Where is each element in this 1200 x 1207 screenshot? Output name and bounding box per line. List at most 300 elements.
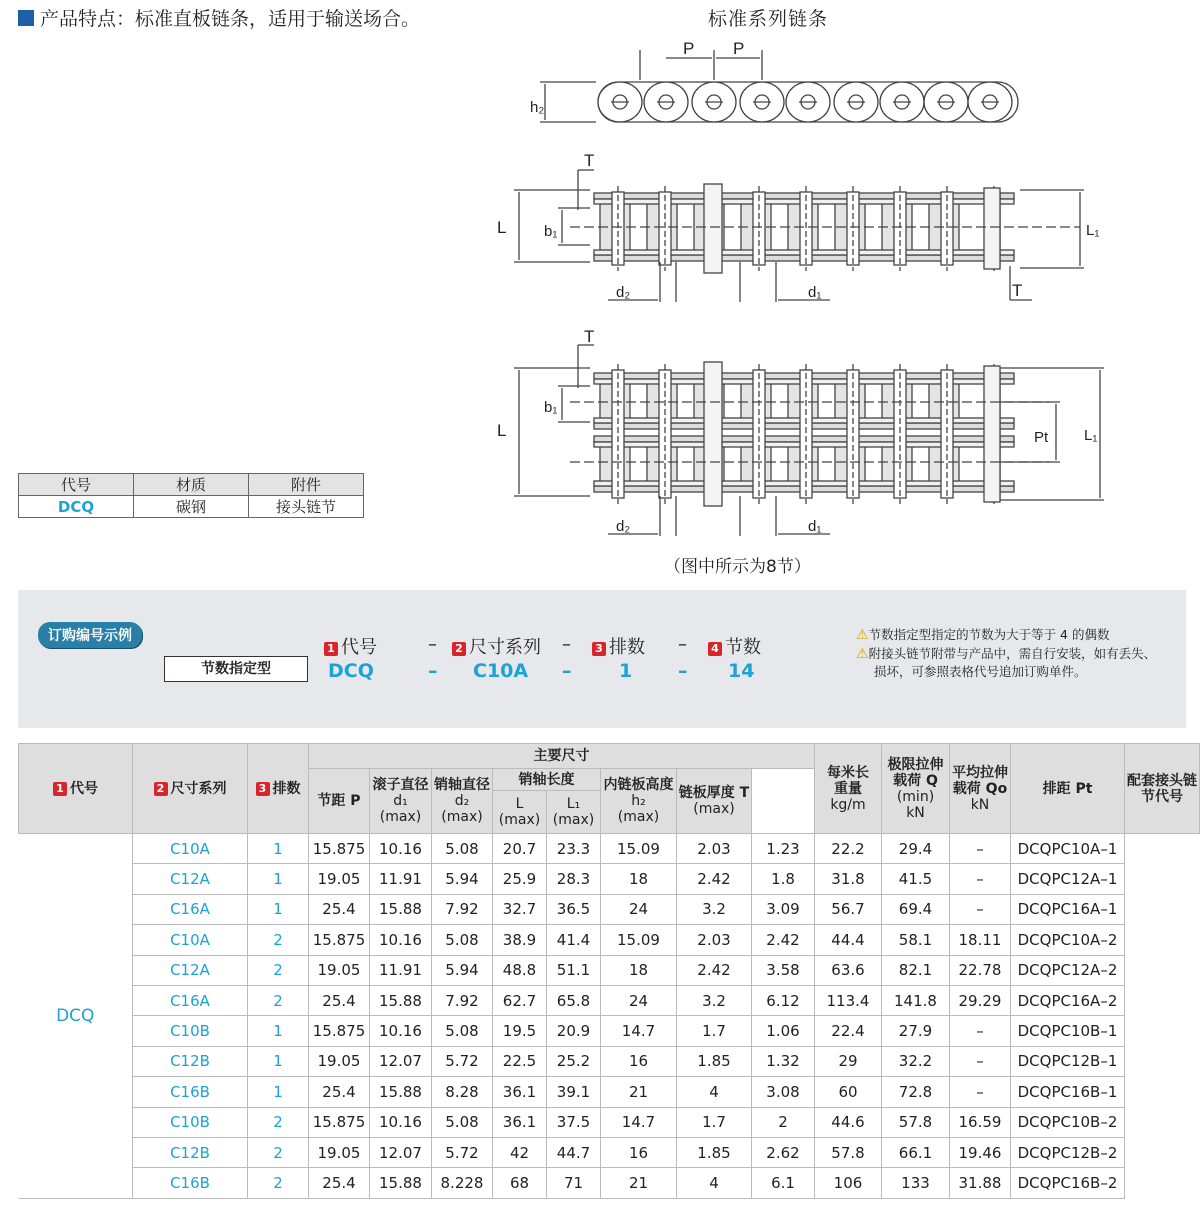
table-cell: –	[950, 1046, 1011, 1076]
note-3: 损坏，可参照表格代号追加订购单件。	[874, 664, 1087, 679]
th-qo	[950, 744, 1011, 834]
table-cell: 7.92	[432, 985, 493, 1015]
th-series-text: 尺寸系列	[170, 780, 227, 797]
table-cell: 15.09	[601, 834, 677, 864]
table-cell: 15.88	[370, 1077, 432, 1107]
info-header-accessory: 附件	[249, 474, 364, 496]
table-cell: 3.2	[677, 985, 752, 1015]
table-cell: 12.07	[370, 1137, 432, 1167]
table-cell: 19.05	[309, 1137, 370, 1167]
pin	[753, 370, 765, 498]
th-pitch: 节距 P	[309, 769, 370, 834]
table-cell: 23.3	[547, 834, 601, 864]
table-cell: 1.23	[752, 834, 815, 864]
table-cell: 15.875	[309, 834, 370, 864]
table-cell: 2	[752, 1107, 815, 1137]
table-cell: 62.7	[493, 985, 547, 1015]
table-cell: 10.16	[370, 834, 432, 864]
table-cell: 20.7	[493, 834, 547, 864]
th-q	[882, 744, 950, 834]
table-cell: 14.7	[601, 1016, 677, 1046]
info-code: DCQ	[19, 496, 134, 518]
table-cell: 4	[677, 1168, 752, 1198]
label-h2: h₂	[530, 99, 545, 116]
num-badge-2: 2	[452, 642, 466, 656]
order-type: 节数指定型	[164, 656, 308, 682]
cell-series: C12B	[133, 1046, 248, 1076]
pin	[847, 370, 859, 498]
table-row	[19, 1168, 1200, 1198]
table-cell: 15.88	[370, 894, 432, 924]
table-cell: 57.8	[815, 1137, 882, 1167]
order-value-dash-2: –	[562, 660, 572, 682]
order-value-dash-1: –	[428, 660, 438, 682]
table-cell: 18.11	[950, 925, 1011, 955]
table-cell: 5.08	[432, 925, 493, 955]
table-cell: 2.42	[752, 925, 815, 955]
order-label-links: 节数	[725, 637, 761, 658]
label-L1-single: L₁	[1086, 222, 1100, 239]
table-cell: 15.88	[370, 985, 432, 1015]
table-cell: 19.46	[950, 1137, 1011, 1167]
th-L1-a: L₁	[566, 796, 581, 812]
table-cell: 29	[815, 1046, 882, 1076]
table-cell: 41.4	[547, 925, 601, 955]
cell-series: C16A	[133, 985, 248, 1015]
cell-rows: 1	[248, 894, 309, 924]
label-T-double: T	[584, 327, 595, 346]
connecting-link	[984, 188, 1000, 269]
connecting-link	[704, 184, 722, 273]
cell-rows: 2	[248, 1107, 309, 1137]
table-cell: 51.1	[547, 955, 601, 985]
cell-rows: 1	[248, 834, 309, 864]
table-cell: 25.9	[493, 864, 547, 894]
table-cell: 15.875	[309, 925, 370, 955]
table-cell: DCQPC16A–2	[1011, 985, 1125, 1015]
order-dash-2: –	[562, 634, 571, 655]
table-cell: 22.5	[493, 1046, 547, 1076]
note-2	[856, 645, 1176, 664]
table-cell: 44.7	[547, 1137, 601, 1167]
table-cell: 16	[601, 1137, 677, 1167]
info-header-material: 材质	[134, 474, 249, 496]
table-cell: 106	[815, 1168, 882, 1198]
cell-rows: 2	[248, 1168, 309, 1198]
cell-series: C16B	[133, 1168, 248, 1198]
table-cell: 2.62	[752, 1137, 815, 1167]
order-dash-3: –	[678, 634, 687, 655]
table-cell: 1.8	[752, 864, 815, 894]
table-cell: 22.2	[815, 834, 882, 864]
table-cell: 10.16	[370, 1016, 432, 1046]
table-cell: 1.7	[677, 1016, 752, 1046]
table-cell: 21	[601, 1077, 677, 1107]
table-cell: 15.09	[601, 925, 677, 955]
num-badge-1: 1	[324, 642, 338, 656]
order-badge: 订购编号示例	[38, 622, 142, 648]
pin	[659, 370, 671, 498]
order-example-panel	[18, 590, 1186, 728]
table-row	[19, 985, 1200, 1015]
table-cell: 16.59	[950, 1107, 1011, 1137]
order-label-code: 代号	[341, 637, 377, 658]
table-cell: 6.12	[752, 985, 815, 1015]
th-qo-a: 平均拉伸	[952, 764, 1008, 781]
th-q-d: kN	[906, 804, 925, 821]
label-b1-single: b₁	[544, 223, 558, 240]
table-row	[19, 834, 1200, 864]
table-cell: 1.32	[752, 1046, 815, 1076]
table-cell: 32.7	[493, 894, 547, 924]
th-h2	[601, 769, 677, 834]
label-d2-double: d₂	[616, 518, 631, 535]
table-cell: 22.78	[950, 955, 1011, 985]
num-badge-th-3: 3	[256, 782, 270, 796]
table-row	[19, 894, 1200, 924]
table-cell: 25.2	[547, 1046, 601, 1076]
table-row	[19, 1077, 1200, 1107]
table-cell: DCQPC10A–2	[1011, 925, 1125, 955]
table-cell: 65.8	[547, 985, 601, 1015]
table-cell: 36.1	[493, 1107, 547, 1137]
cell-rows: 2	[248, 925, 309, 955]
num-badge-th-1: 1	[53, 782, 67, 796]
th-q-b: 载荷 Q	[893, 772, 938, 789]
table-cell: 36.5	[547, 894, 601, 924]
side-view	[530, 39, 1018, 122]
cell-series: C10A	[133, 925, 248, 955]
order-value-code: DCQ	[328, 660, 374, 682]
table-cell: 58.1	[882, 925, 950, 955]
table-cell: 31.88	[950, 1168, 1011, 1198]
table-cell: 3.58	[752, 955, 815, 985]
table-cell: 68	[493, 1168, 547, 1198]
label-L-double: L	[497, 421, 507, 440]
diagram-title: 标准系列链条	[708, 8, 829, 30]
label-Pt: Pt	[1034, 429, 1049, 446]
th-rows	[248, 744, 309, 834]
label-d1-double: d₁	[808, 518, 822, 535]
table-row	[19, 1046, 1200, 1076]
warning-icon: ⚠	[856, 645, 869, 662]
th-d1-a: 滚子直径	[372, 777, 429, 793]
table-cell: DCQPC16B–1	[1011, 1077, 1125, 1107]
warning-icon: ⚠	[856, 627, 869, 643]
table-cell: 38.9	[493, 925, 547, 955]
order-field-links-label	[708, 633, 761, 659]
cell-series: C12A	[133, 864, 248, 894]
pin	[941, 370, 953, 498]
table-row	[19, 955, 1200, 985]
th-L	[493, 791, 547, 834]
table-cell: 19.05	[309, 955, 370, 985]
bullet-square-icon	[18, 10, 34, 26]
connecting-link	[984, 366, 1000, 502]
cell-series: C12B	[133, 1137, 248, 1167]
cell-series: C10B	[133, 1107, 248, 1137]
table-cell: 19.05	[309, 1046, 370, 1076]
order-field-series-label	[452, 633, 541, 659]
table-cell: DCQPC16B–2	[1011, 1168, 1125, 1198]
table-cell: 28.3	[547, 864, 601, 894]
num-badge-4: 4	[708, 642, 722, 656]
cell-rows: 2	[248, 1137, 309, 1167]
label-T-single: T	[584, 151, 595, 170]
table-cell: 3.09	[752, 894, 815, 924]
table-cell: 19.5	[493, 1016, 547, 1046]
table-cell: –	[950, 1016, 1011, 1046]
table-cell: 25.4	[309, 985, 370, 1015]
num-badge-3: 3	[592, 642, 606, 656]
th-pinlen: 销轴长度	[493, 769, 601, 791]
diagram-note: （图中所示为8节）	[664, 557, 811, 577]
table-cell: DCQPC12B–1	[1011, 1046, 1125, 1076]
th-weight-c: kg/m	[830, 796, 866, 813]
table-cell: 48.8	[493, 955, 547, 985]
cell-rows: 1	[248, 1077, 309, 1107]
th-d1-c: (max)	[379, 809, 422, 825]
cell-rows: 1	[248, 864, 309, 894]
table-cell: 66.1	[882, 1137, 950, 1167]
th-q-a: 极限拉伸	[887, 756, 944, 773]
table-cell: 18	[601, 864, 677, 894]
spec-table	[18, 743, 1200, 1199]
table-cell: 21	[601, 1168, 677, 1198]
th-series	[133, 744, 248, 834]
table-cell: 12.07	[370, 1046, 432, 1076]
table-cell: –	[950, 894, 1011, 924]
table-cell: DCQPC12A–2	[1011, 955, 1125, 985]
order-value-series: C10A	[473, 660, 529, 682]
table-cell: –	[950, 1077, 1011, 1107]
table-cell: DCQPC12B–2	[1011, 1137, 1125, 1167]
table-cell: 29.4	[882, 834, 950, 864]
table-cell: 5.94	[432, 864, 493, 894]
table-cell: DCQPC10B–2	[1011, 1107, 1125, 1137]
th-rows-text: 排数	[272, 780, 301, 797]
pin	[800, 370, 812, 498]
table-cell: 5.08	[432, 834, 493, 864]
th-L1	[547, 791, 601, 834]
table-cell: –	[950, 834, 1011, 864]
table-cell: 8.28	[432, 1077, 493, 1107]
order-value-rows: 1	[619, 660, 633, 682]
label-b1-double: b₁	[544, 399, 558, 416]
cell-series: C16A	[133, 894, 248, 924]
table-cell: 2.03	[677, 925, 752, 955]
th-T	[677, 769, 752, 834]
table-cell: 82.1	[882, 955, 950, 985]
th-code	[19, 744, 133, 834]
th-d1-b: d₁	[393, 793, 408, 809]
order-notes	[856, 626, 1176, 681]
table-cell: 25.4	[309, 1168, 370, 1198]
th-main: 主要尺寸	[309, 744, 815, 769]
table-cell: 8.228	[432, 1168, 493, 1198]
table-cell: 37.5	[547, 1107, 601, 1137]
top-view-single	[497, 151, 1099, 302]
th-weight	[815, 744, 882, 834]
th-d2-a: 销轴直径	[434, 777, 490, 793]
label-p1: P	[683, 39, 695, 58]
table-cell: 6.1	[752, 1168, 815, 1198]
label-L1-double: L₁	[1084, 427, 1098, 444]
table-row	[19, 1107, 1200, 1137]
table-cell: 71	[547, 1168, 601, 1198]
note-1-text: 节数指定型指定的节数为大于等于 4 的偶数	[868, 627, 1110, 642]
connecting-link	[704, 362, 722, 506]
table-cell: DCQPC12A–1	[1011, 864, 1125, 894]
th-code-text: 代号	[70, 780, 98, 797]
table-cell: 57.8	[882, 1107, 950, 1137]
label-T-single-right: T	[1012, 281, 1023, 300]
cell-series: C16B	[133, 1077, 248, 1107]
table-cell: 44.6	[815, 1107, 882, 1137]
table-cell: 42	[493, 1137, 547, 1167]
table-cell: 1.85	[677, 1046, 752, 1076]
th-L-b: (max)	[498, 812, 541, 828]
table-cell: 29.29	[950, 985, 1011, 1015]
table-cell: 5.72	[432, 1137, 493, 1167]
table-cell: 18	[601, 955, 677, 985]
table-cell: 3.2	[677, 894, 752, 924]
table-cell: 1.06	[752, 1016, 815, 1046]
order-label-rows: 排数	[609, 637, 645, 658]
table-cell: 3.08	[752, 1077, 815, 1107]
table-cell: DCQPC10B–1	[1011, 1016, 1125, 1046]
table-cell: 11.91	[370, 864, 432, 894]
table-cell: 11.91	[370, 955, 432, 985]
table-cell: 10.16	[370, 1107, 432, 1137]
cell-rows: 2	[248, 985, 309, 1015]
th-h2-b: h₂	[631, 793, 646, 809]
table-cell: 5.72	[432, 1046, 493, 1076]
info-table	[18, 473, 364, 518]
table-cell: DCQPC10A–1	[1011, 834, 1125, 864]
table-cell: 5.08	[432, 1107, 493, 1137]
th-d2-b: d₂	[454, 793, 470, 809]
table-cell: 20.9	[547, 1016, 601, 1046]
th-qo-c: kN	[970, 796, 990, 813]
th-T-b: (max)	[693, 801, 735, 817]
label-p2: P	[733, 39, 745, 58]
top-view-double	[497, 327, 1104, 536]
table-cell: –	[950, 864, 1011, 894]
table-cell: 69.4	[882, 894, 950, 924]
table-cell: 72.8	[882, 1077, 950, 1107]
table-cell: 1.85	[677, 1137, 752, 1167]
table-row	[19, 1137, 1200, 1167]
th-d2	[432, 769, 493, 834]
row-code: DCQ	[19, 834, 133, 1199]
chain-diagram	[490, 30, 1110, 550]
th-d2-c: (max)	[441, 809, 483, 825]
th-weight-a: 每米长	[827, 764, 869, 781]
table-cell: 44.4	[815, 925, 882, 955]
feature-text: 产品特点：标准直板链条，适用于输送场合。	[40, 8, 421, 30]
info-accessory: 接头链节	[249, 496, 364, 518]
label-d1-single: d₁	[808, 284, 822, 301]
table-cell: 19.05	[309, 864, 370, 894]
feature-line	[18, 4, 420, 31]
table-cell: 27.9	[882, 1016, 950, 1046]
table-cell: 25.4	[309, 1077, 370, 1107]
th-joint: 配套接头链节代号	[1125, 744, 1200, 834]
th-q-c: (min)	[896, 788, 935, 805]
th-h2-a: 内链板高度	[603, 777, 674, 793]
order-label-series: 尺寸系列	[469, 637, 541, 658]
table-cell: 1.7	[677, 1107, 752, 1137]
table-cell: 113.4	[815, 985, 882, 1015]
th-L-a: L	[515, 796, 524, 812]
spec-table-body	[19, 834, 1200, 1199]
order-value-dash-3: –	[678, 660, 688, 682]
table-cell: 41.5	[882, 864, 950, 894]
table-cell: 15.875	[309, 1016, 370, 1046]
table-cell: 24	[601, 894, 677, 924]
cell-rows: 1	[248, 1016, 309, 1046]
cell-series: C12A	[133, 955, 248, 985]
num-badge-th-2: 2	[154, 782, 168, 796]
th-pt: 排距 Pt	[1011, 744, 1125, 834]
th-T-a: 链板厚度 T	[678, 785, 750, 801]
table-cell: 39.1	[547, 1077, 601, 1107]
table-row	[19, 925, 1200, 955]
table-cell: 15.875	[309, 1107, 370, 1137]
table-cell: 2.42	[677, 864, 752, 894]
th-qo-b: 载荷 Qo	[952, 780, 1008, 797]
table-cell: 141.8	[882, 985, 950, 1015]
label-L-single: L	[497, 218, 507, 237]
th-d1	[370, 769, 432, 834]
table-cell: 7.92	[432, 894, 493, 924]
table-cell: 4	[677, 1077, 752, 1107]
table-cell: 24	[601, 985, 677, 1015]
order-field-code-label	[324, 633, 377, 659]
table-cell: 5.08	[432, 1016, 493, 1046]
label-d2-single: d₂	[616, 284, 631, 301]
table-cell: 31.8	[815, 864, 882, 894]
table-cell: 2.42	[677, 955, 752, 985]
cell-series: C10B	[133, 1016, 248, 1046]
table-cell: 22.4	[815, 1016, 882, 1046]
table-cell: 25.4	[309, 894, 370, 924]
table-cell: DCQPC16A–1	[1011, 894, 1125, 924]
table-row	[19, 864, 1200, 894]
note-1	[856, 626, 1176, 645]
table-cell: 16	[601, 1046, 677, 1076]
table-cell: 10.16	[370, 925, 432, 955]
table-cell: 32.2	[882, 1046, 950, 1076]
info-header-code: 代号	[19, 474, 134, 496]
pin	[894, 370, 906, 498]
th-h2-c: (max)	[617, 809, 660, 825]
table-row	[19, 1016, 1200, 1046]
table-cell: 63.6	[815, 955, 882, 985]
pin	[612, 370, 624, 498]
cell-series: C10A	[133, 834, 248, 864]
table-cell: 14.7	[601, 1107, 677, 1137]
th-L1-b: (max)	[552, 812, 595, 828]
table-cell: 15.88	[370, 1168, 432, 1198]
table-cell: 36.1	[493, 1077, 547, 1107]
note-2-text: 附接头链节附带与产品中，需自行安装，如有丢失、	[868, 645, 1157, 661]
table-cell: 133	[882, 1168, 950, 1198]
cell-rows: 1	[248, 1046, 309, 1076]
order-value-links: 14	[728, 660, 755, 682]
table-cell: 60	[815, 1077, 882, 1107]
